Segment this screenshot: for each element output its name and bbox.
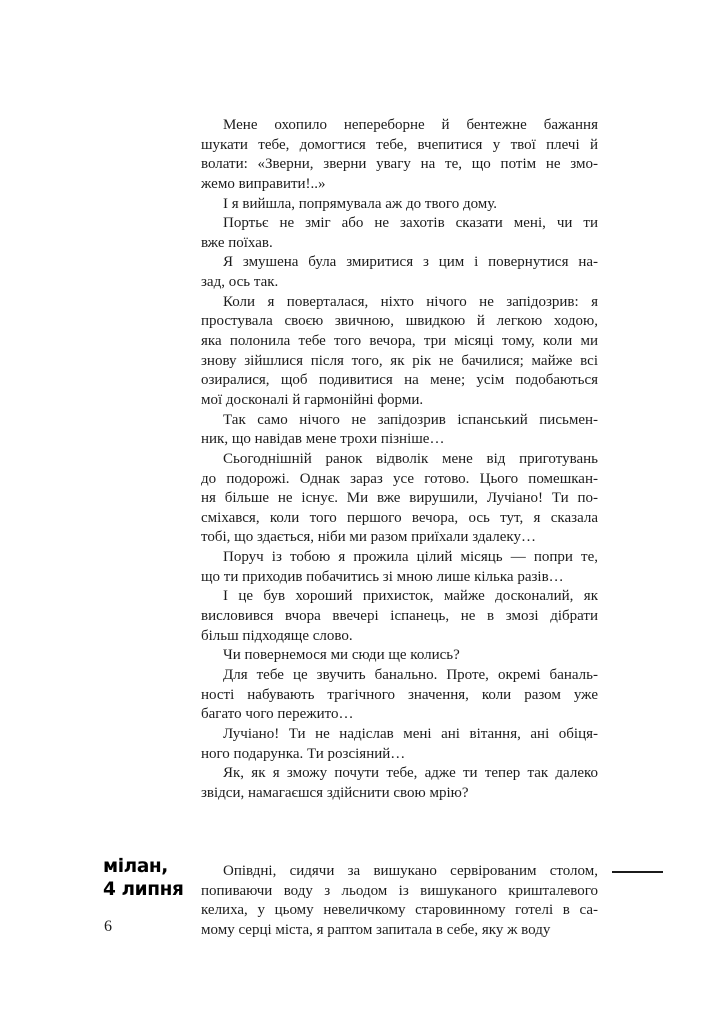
text-line: Як, як я зможу почути тебе, адже ти тепер так далеко (223, 765, 598, 782)
text-line: попиваючи воду з льодом із вишуканого кришталевого (201, 882, 598, 899)
paragraph (201, 116, 598, 195)
section-date-line-2: 4 липня (103, 878, 184, 900)
text-line: сміхався, коли того першого вечора, ось тут, я сказала (201, 509, 598, 526)
text-line: Так само нічого не запідозрив іспанський письмен- (223, 411, 598, 428)
text-line: знову зійшлися після того, як рік не бачилися; майже всі (201, 352, 598, 369)
text-line: Лучіано! Ти не надіслав мені ані вітання, ані обіця- (223, 725, 598, 742)
text-line: Опівдні, сидячи за вишукано сервірованим столом, (223, 863, 598, 879)
text-line: волати: «Зверни, зверни увагу на те, що потім не змо- (201, 156, 598, 173)
text-line: ник, що навідав мене трохи пізніше… (201, 431, 445, 448)
text-line: Для тебе це звучить банально. Проте, окремі баналь- (223, 666, 598, 683)
paragraph (201, 725, 598, 764)
paragraph (201, 548, 598, 587)
text-line: Портьє не зміг або не захотів сказати мені, чи ти (223, 215, 598, 232)
text-line: Я змушена була змиритися з цим і повернутися на- (223, 254, 598, 271)
paragraph (201, 764, 598, 803)
text-line: більш підходяще слово. (201, 627, 353, 644)
text-line: Мене охопило непереборне й бентежне бажання (223, 117, 598, 133)
paragraph (201, 293, 598, 411)
text-line: звідси, намагаєшся здійснити свою мрію? (201, 784, 469, 801)
section-rule (612, 871, 663, 873)
text-line: простувала своєю звичною, швидкою й легкою ходою, (201, 313, 598, 330)
text-line: що ти приходив побачитись зі мною лише кілька разів… (201, 568, 564, 585)
text-line: мому серці міста, я раптом запитала в себе, яку ж воду (201, 921, 551, 938)
paragraph (201, 195, 598, 215)
text-line: ності набувають трагічного значення, коли разом уже (201, 686, 598, 703)
text-line: вже поїхав. (201, 234, 273, 251)
text-line: озиралися, щоб подивитися на мене; усім подобаються (201, 372, 598, 389)
text-line: тобі, що здається, ніби ми разом приїхали здалеку… (201, 529, 536, 546)
section-date-line-1: мілан, (103, 856, 168, 877)
paragraph (201, 862, 598, 941)
paragraph (201, 253, 598, 292)
text-line: яка полонила тебе того вечора, три місяці тому, коли ми (201, 333, 598, 350)
paragraph (201, 587, 598, 646)
paragraph (201, 646, 598, 666)
text-line: Чи повернемося ми сюди ще колись? (223, 647, 460, 664)
entry-text-column (201, 862, 598, 941)
paragraph (201, 214, 598, 253)
text-line: зад, ось так. (201, 274, 279, 291)
paragraph (201, 411, 598, 450)
text-line: Сьогоднішній ранок відволік мене від приготувань (223, 450, 598, 467)
paragraph (201, 450, 598, 548)
text-line: І я вийшла, попрямувала аж до твого дому. (223, 195, 498, 212)
text-line: шукати тебе, домогтися тебе, вчепитися у твої плечі й (201, 136, 598, 153)
text-line: келиха, у цьому невеличкому старовинному готелі в са- (201, 902, 598, 919)
text-line: висловився вчора ввечері іспанець, не в змозі дібрати (201, 608, 598, 625)
paragraph (201, 666, 598, 725)
text-line: жемо виправити!..» (201, 175, 326, 192)
text-line: ного подарунка. Ти розсіяний… (201, 745, 406, 762)
section-date-heading (103, 856, 183, 901)
text-line: Коли я поверталася, ніхто нічого не запідозрив: я (223, 293, 598, 310)
text-line: І це був хороший прихисток, майже досконалий, як (223, 588, 598, 605)
text-line: багато чого пережито… (201, 706, 354, 723)
text-line: ня більше не існує. Ми вже вирушили, Лучіано! Ти по- (201, 490, 598, 507)
text-line: Поруч із тобою я прожила цілий місяць — попри те, (223, 549, 598, 566)
text-line: до подорожі. Однак зараз усе готово. Цього помешкан- (201, 470, 598, 487)
main-text-column (201, 116, 598, 803)
page-number: 6 (104, 918, 112, 935)
text-line: мої досконалі й гармонійні форми. (201, 391, 424, 408)
